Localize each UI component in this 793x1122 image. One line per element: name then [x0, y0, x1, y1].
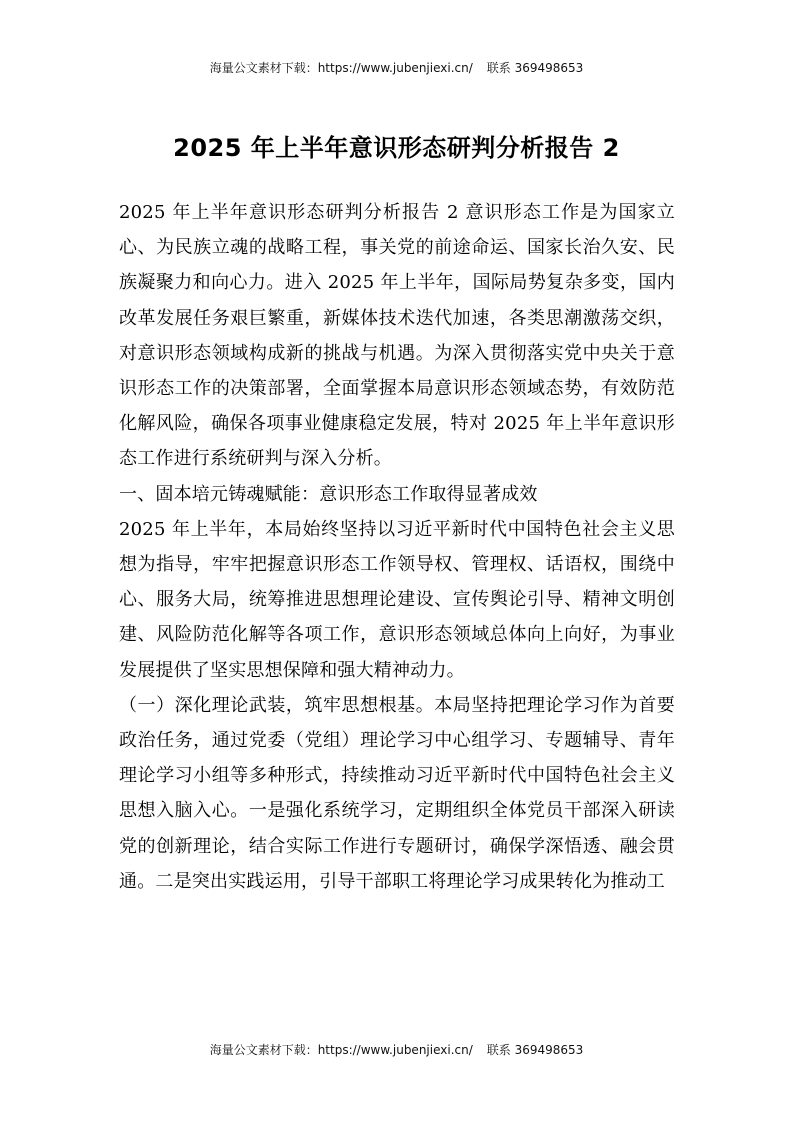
footer-contact-label: 联系 369498653 — [486, 1043, 584, 1057]
document-title: 2025 年上半年意识形态研判分析报告 2 — [173, 134, 620, 162]
header-contact-label: 联系 369498653 — [486, 61, 584, 75]
document-body — [119, 195, 675, 899]
footer-site-label: 海量公文素材下载：https://www.jubenjiexi.cn/ — [209, 1043, 473, 1057]
intro-paragraph: 2025 年上半年意识形态研判分析报告 2 意识形态工作是为国家立心、为民族立魂的战略工程，事关党的前途命运、国家长治久安、民族凝聚力和向心力。进入 2025 年上半年，国际局势复杂多变，国内改革发展任务艰巨繁重，新媒体技术迭代加速，各类思潮激荡交织，对意识形态领域构成新的挑战与机遇。为深入贯彻落实党中央关于意识形态工作的决策部署，全面掌握本局意识形态领域态势，有效防范化解风险，确保各项事业健康稳定发展，特对 2025 年上半年意识形态工作进行系统研判与深入分析。 — [119, 202, 675, 470]
page-header — [0, 59, 793, 76]
subsection-1-paragraph: （一）深化理论武装，筑牢思想根基。本局坚持把理论学习作为首要政治任务，通过党委（党组）理论学习中心组学习、专题辅导、青年理论学习小组等多种形式，持续推动习近平新时代中国特色社会主义思想入脑入心。一是强化系统学习，定期组织全体党员干部深入研读党的创新理论，结合实际工作进行专题研讨，确保学深悟透、融会贯通。二是突出实践运用，引导干部职工将理论学习成果转化为推动工 — [119, 694, 675, 892]
header-site-label: 海量公文素材下载：https://www.jubenjiexi.cn/ — [209, 61, 473, 75]
section-1-paragraph: 2025 年上半年，本局始终坚持以习近平新时代中国特色社会主义思想为指导，牢牢把握意识形态工作领导权、管理权、话语权，围绕中心、服务大局，统筹推进思想理论建设、宣传舆论引导、精神文明创建、风险防范化解等各项工作，意识形态领域总体向上向好，为事业发展提供了坚实思想保障和强大精神动力。 — [119, 518, 675, 681]
page-footer — [0, 1041, 793, 1058]
section-heading-1: 一、固本培元铸魂赋能：意识形态工作取得显著成效 — [119, 483, 538, 505]
